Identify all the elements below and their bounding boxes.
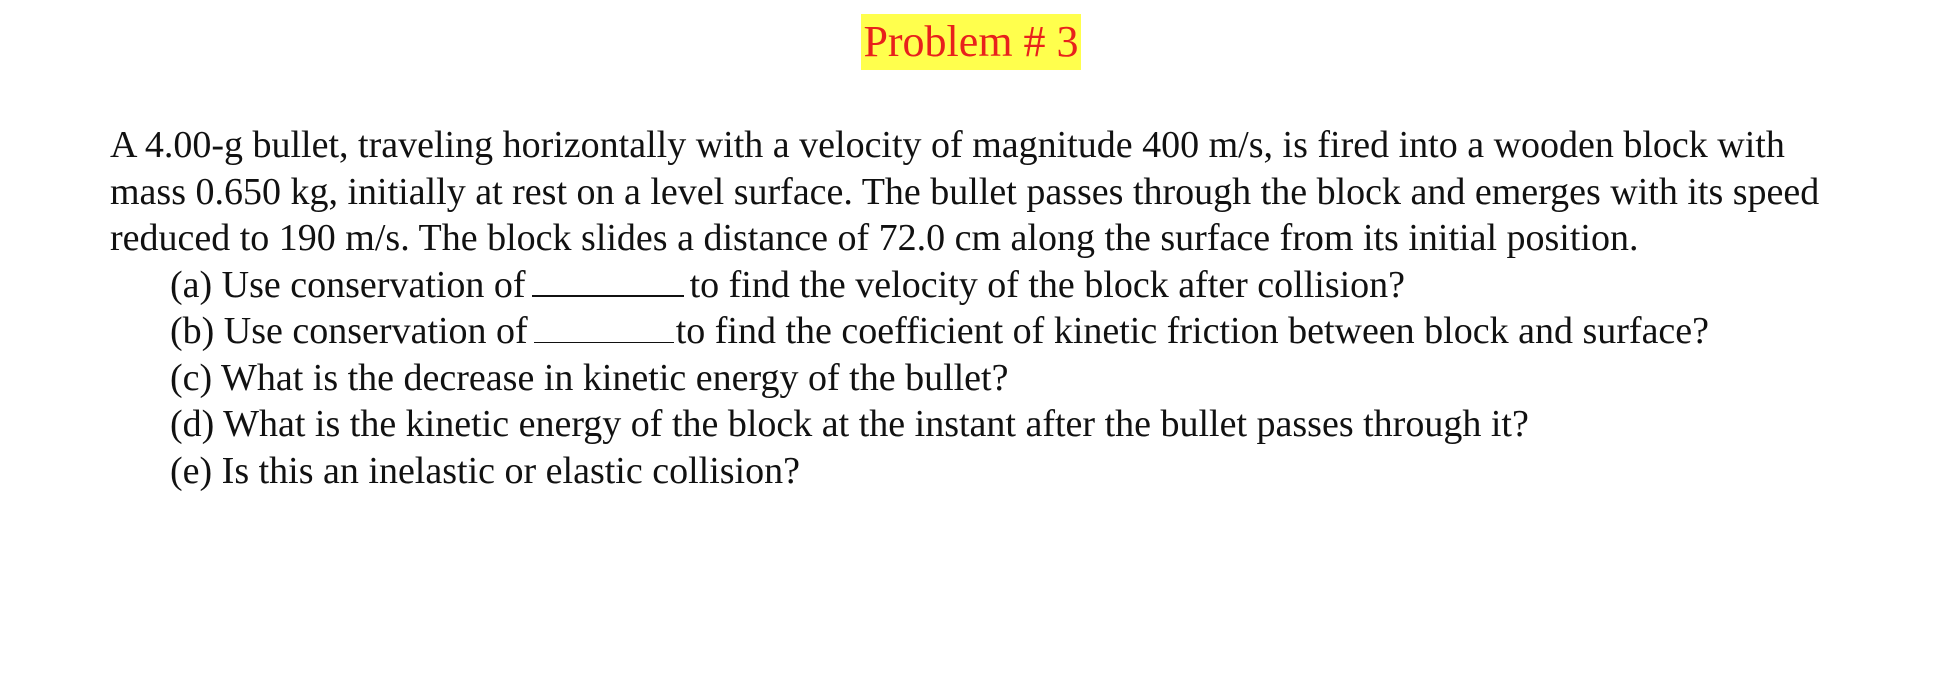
problem-body xyxy=(110,122,1830,494)
answer-blank-a[interactable] xyxy=(532,265,684,297)
problem-title: Problem # 3 xyxy=(861,14,1080,70)
question-b-suffix: to find the coefficient of kinetic friction between block and surface? xyxy=(675,310,1710,352)
question-c: (c) What is the decrease in kinetic energy of the bullet? xyxy=(170,356,1009,399)
question-a-suffix: to find the velocity of the block after collision? xyxy=(689,263,1406,306)
question-e: (e) Is this an inelastic or elastic collision? xyxy=(170,449,800,492)
question-a xyxy=(110,262,1830,309)
answer-blank-b[interactable] xyxy=(534,312,674,343)
question-b-prefix: (b) Use conservation of xyxy=(170,310,528,352)
title-container xyxy=(0,14,1942,70)
question-b xyxy=(110,308,1830,355)
question-a-prefix: (a) Use conservation of xyxy=(170,263,526,306)
question-list xyxy=(110,262,1830,495)
problem-statement: A 4.00-g bullet, traveling horizontally with a velocity of magnitude 400 m/s, is fired into a wooden block with mass 0.650 kg, initially at rest on a level surface. The bullet passes through the block and emerges with its speed reduced to 190 m/s. The block slides a distance of 72.0 cm along the surface from its initial position. xyxy=(110,124,1820,259)
question-d: (d) What is the kinetic energy of the block at the instant after the bullet passes through it? xyxy=(170,403,1529,445)
